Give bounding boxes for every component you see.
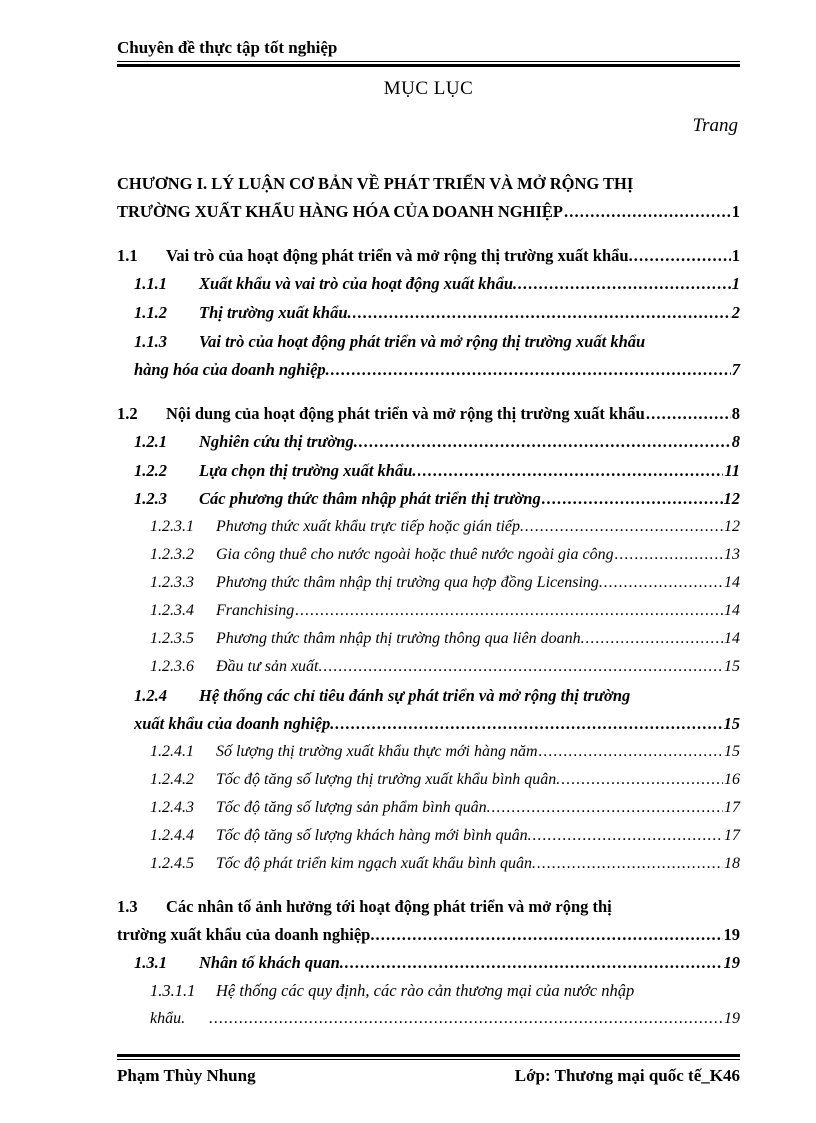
toc-entry-number: 1.3.1 — [134, 953, 167, 972]
toc-section-1-2-4-5[interactable] — [150, 852, 740, 876]
toc-entry-text: Thị trường xuất khẩu. — [199, 303, 352, 322]
toc-section-1-2-3-4[interactable] — [150, 599, 740, 623]
toc-section-1-2-4-line1[interactable] — [134, 684, 630, 708]
toc-entry-number: 1.2.3.1 — [150, 518, 194, 535]
toc-entry-text: Gia công thuê cho nước ngoài hoặc thuê nước ngoài gia công — [216, 546, 614, 563]
toc-entry-number: 1.3 — [117, 897, 138, 916]
toc-entry-text: Hệ thống các chỉ tiêu đánh sự phát triển và mở rộng thị trường — [199, 686, 631, 705]
toc-entry-text: Phương thức xuất khẩu trực tiếp hoặc gián tiếp. — [216, 518, 524, 535]
toc-leader — [209, 1007, 723, 1031]
toc-leader — [537, 852, 723, 876]
toc-entry-text: Các nhân tố ảnh hưởng tới hoạt động phát triển và mở rộng thị — [166, 897, 612, 916]
toc-entry-number: 1.1.1 — [134, 274, 167, 293]
toc-leader — [561, 768, 723, 792]
toc-entry-text: Tốc độ tăng số lượng thị trường xuất khẩu bình quân. — [216, 771, 561, 788]
toc-entry-number: 1.2.3 — [134, 489, 167, 508]
toc-entry-text: Phương thức thâm nhập thị trường thông qua liên doanh. — [216, 630, 585, 647]
toc-chapter-line1: CHƯƠNG I. LÝ LUẬN CƠ BẢN VỀ PHÁT TRIỂN VÀ MỞ RỘNG THỊ — [117, 174, 634, 193]
toc-entry-text: xuất khẩu của doanh nghiệp. — [134, 714, 335, 733]
toc-page-number: 14 — [724, 630, 740, 647]
toc-leader — [646, 402, 731, 426]
toc-entry-number: 1.2.3.6 — [150, 658, 194, 675]
toc-entry-number: 1.2.2 — [134, 461, 167, 480]
toc-entry-text: hàng hóa của doanh nghiệp. — [134, 360, 330, 379]
toc-section-1-3-1-1[interactable] — [150, 1007, 740, 1031]
toc-entry-number: 1.2 — [117, 404, 138, 423]
toc-leader — [533, 824, 723, 848]
toc-leader — [418, 459, 724, 483]
toc-page-number: 2 — [731, 303, 740, 322]
toc-chapter-1[interactable] — [117, 200, 740, 224]
toc-section-1-2-4-4[interactable] — [150, 824, 740, 848]
toc-page-number: 19 — [723, 953, 740, 972]
toc-entry-text: Nội dung của hoạt động phát triển và mở rộng thị trường xuất khẩu — [166, 404, 645, 423]
toc-section-1-2-2[interactable] — [134, 459, 740, 483]
page-column-label: Trang — [692, 115, 738, 136]
toc-page-number: 16 — [724, 771, 740, 788]
toc-page-number: 17 — [724, 827, 740, 844]
toc-entry-text: khẩu. — [150, 1010, 186, 1027]
toc-leader — [345, 951, 723, 975]
toc-section-1-1-2[interactable] — [134, 301, 740, 325]
toc-entry-text: Hệ thống các quy định, các rào cản thương mại của nước nhập — [216, 981, 635, 1000]
header-rule-thick — [117, 64, 740, 67]
toc-section-1-3[interactable] — [117, 923, 740, 947]
toc-section-1-2-3-5[interactable] — [150, 627, 740, 651]
toc-entry-number: 1.2.4 — [134, 686, 167, 705]
toc-entry-text: Đầu tư sản xuất. — [216, 658, 323, 675]
toc-page-number: 15 — [723, 714, 740, 733]
toc-section-1-2-1[interactable] — [134, 430, 740, 454]
toc-section-1-2-3-3[interactable] — [150, 571, 740, 595]
running-header: Chuyên đề thực tập tốt nghiệp — [117, 38, 338, 57]
toc-entry-number: 1.2.4.5 — [150, 855, 194, 872]
toc-leader — [492, 796, 723, 820]
toc-section-1-1[interactable] — [117, 244, 740, 268]
toc-entry-text: Nhân tố khách quan. — [199, 953, 344, 972]
toc-leader — [359, 430, 731, 454]
footer-rule-thick — [117, 1054, 740, 1057]
toc-leader — [542, 487, 723, 511]
toc-section-1-3-1[interactable] — [134, 951, 740, 975]
toc-entry-number: 1.2.4.4 — [150, 827, 194, 844]
toc-entry-number: 1.3.1.1 — [150, 981, 196, 1000]
toc-leader — [295, 599, 723, 623]
toc-section-1-2-4-2[interactable] — [150, 768, 740, 792]
toc-leader — [604, 571, 723, 595]
toc-page-number: 17 — [724, 799, 740, 816]
toc-entry-number: 1.2.4.1 — [150, 743, 194, 760]
toc-section-1-2-3-6[interactable] — [150, 655, 740, 679]
toc-leader — [335, 712, 722, 736]
toc-entry-number: 1.2.4.3 — [150, 799, 194, 816]
toc-section-1-1-1[interactable] — [134, 272, 740, 296]
toc-page-number: 19 — [723, 925, 740, 944]
toc-page-number: 15 — [724, 658, 740, 675]
toc-entry-text: Tốc độ phát triển kim ngạch xuất khẩu bình quân. — [216, 855, 536, 872]
toc-entry-number: 1.1.3 — [134, 332, 167, 351]
toc-leader — [539, 740, 723, 764]
toc-page-number: 18 — [724, 855, 740, 872]
toc-page-number: 1 — [731, 202, 740, 221]
toc-leader — [353, 301, 731, 325]
footer-rule-thin — [117, 1059, 740, 1060]
toc-entry-text: Phương thức thâm nhập thị trường qua hợp đồng Licensing. — [216, 574, 603, 591]
toc-page-number: 1 — [731, 246, 740, 265]
toc-entry-number: 1.2.4.2 — [150, 771, 194, 788]
toc-entry-text: Tốc độ tăng số lượng khách hàng mới bình quân. — [216, 827, 532, 844]
toc-entry-number: 1.2.3.4 — [150, 602, 194, 619]
toc-page-number: 8 — [731, 432, 740, 451]
toc-leader — [525, 515, 723, 539]
toc-entry-number: 1.2.3.2 — [150, 546, 194, 563]
toc-section-1-2-4-3[interactable] — [150, 796, 740, 820]
toc-entry-number: 1.2.3.5 — [150, 630, 194, 647]
toc-page-number: 15 — [724, 743, 740, 760]
toc-leader — [375, 923, 722, 947]
toc-section-1-2-4-1[interactable] — [150, 740, 740, 764]
toc-page-number: 7 — [731, 360, 740, 379]
toc-entry-text: TRƯỜNG XUẤT KHẨU HÀNG HÓA CỦA DOANH NGHIỆP — [117, 202, 563, 221]
toc-section-1-2-3[interactable] — [134, 487, 740, 511]
toc-entry-text: trường xuất khẩu của doanh nghiệp. — [117, 925, 375, 944]
page-title: MỤC LỤC — [383, 78, 474, 99]
toc-leader — [518, 272, 731, 296]
toc-entry-number: 1.2.1 — [134, 432, 167, 451]
toc-section-1-2-4[interactable] — [134, 712, 740, 736]
toc-page-number: 13 — [724, 546, 740, 563]
toc-entry-text: Các phương thức thâm nhập phát triển thị trường — [199, 489, 541, 508]
toc-entry-number: 1.2.3.3 — [150, 574, 194, 591]
toc-page-number: 14 — [724, 574, 740, 591]
toc-entry-text: Xuất khẩu và vai trò của hoạt động xuất khẩu. — [199, 274, 518, 293]
toc-entry-text: Tốc độ tăng số lượng sản phẩm bình quân. — [216, 799, 491, 816]
toc-entry-text: Lựa chọn thị trường xuất khẩu. — [199, 461, 417, 480]
toc-entry-number: 1.1.2 — [134, 303, 167, 322]
toc-page-number: 19 — [724, 1010, 740, 1027]
toc-page-number: 8 — [731, 404, 740, 423]
toc-page-number: 12 — [724, 518, 740, 535]
toc-entry-number: 1.1 — [117, 246, 138, 265]
toc-leader — [324, 655, 724, 679]
footer-class: Lớp: Thương mại quốc tế_K46 — [514, 1066, 740, 1085]
toc-entry-text: Nghiên cứu thị trường. — [199, 432, 358, 451]
toc-section-1-2[interactable] — [117, 402, 740, 426]
toc-entry-text: Vai trò của hoạt động phát triển và mở rộng thị trường xuất khẩu — [199, 332, 646, 351]
toc-page-number: 11 — [724, 461, 740, 480]
toc-section-1-2-3-1[interactable] — [150, 515, 740, 539]
toc-section-1-3-line1[interactable] — [117, 895, 612, 919]
toc-section-1-2-3-2[interactable] — [150, 543, 740, 567]
toc-leader — [634, 244, 731, 268]
toc-page-number: 12 — [723, 489, 740, 508]
toc-section-1-1-3[interactable] — [134, 358, 740, 382]
toc-leader — [564, 200, 731, 224]
toc-section-1-3-1-1-line1[interactable] — [150, 979, 634, 1003]
toc-section-1-1-3-line1[interactable] — [134, 330, 645, 354]
toc-entry-text: Vai trò của hoạt động phát triển và mở rộng thị trường xuất khẩu. — [166, 246, 633, 265]
footer-author: Phạm Thùy Nhung — [117, 1066, 256, 1085]
toc-leader — [586, 627, 723, 651]
toc-page-number: 1 — [731, 274, 740, 293]
toc-entry-text: Số lượng thị trường xuất khẩu thực mới hàng năm — [216, 743, 538, 760]
toc-leader — [331, 358, 731, 382]
toc-page-number: 14 — [724, 602, 740, 619]
toc-entry-text: Franchising — [216, 602, 295, 619]
toc-leader — [615, 543, 723, 567]
header-rule-thin — [117, 61, 740, 62]
